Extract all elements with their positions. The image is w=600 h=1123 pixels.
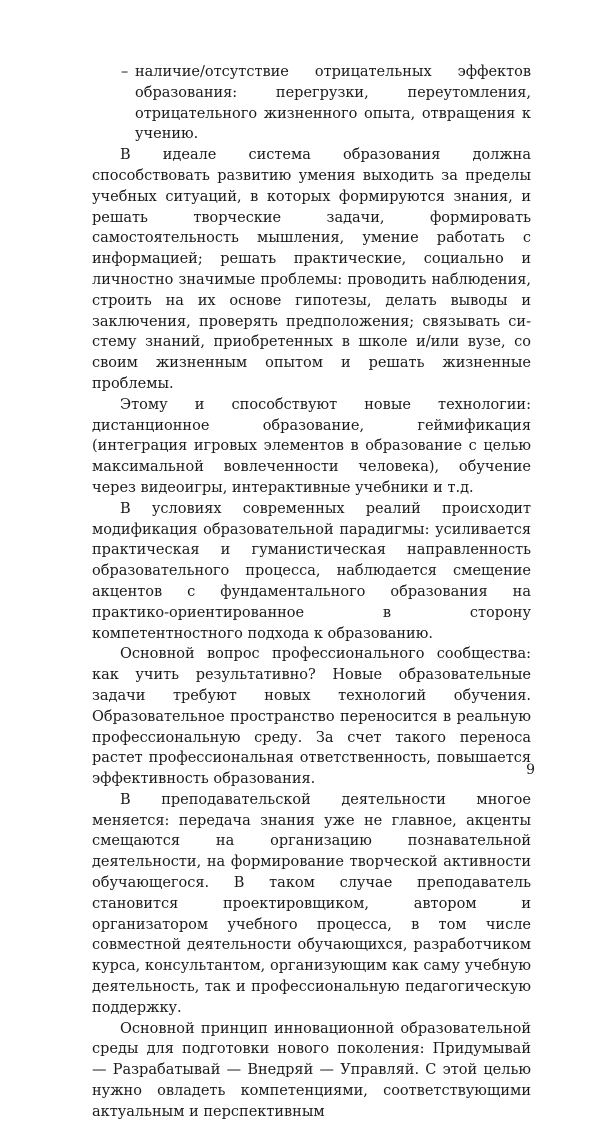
bullet-marker: – xyxy=(121,64,129,80)
paragraph-paradigm-modification: В условиях современных реалий происходит модификация образовательной парадигмы: усиливается практическая и гуманистическая направленность образовательного процесса, наблюдается смещение акцентов с фундаментального образования на практико-ориентированное в сторону компетентностного подхода к образованию. xyxy=(92,500,531,642)
page-body xyxy=(92,62,531,1123)
paragraph-new-technologies: Этому и способствуют новые технологии: дистанционное образование, геймификация (интеграция игровых элементов в образование с целью максимальной вовлеченности человека), обучение через видеоигры, интерактивные учебники и т.д. xyxy=(92,396,531,496)
paragraph-ideal-education: В идеале система образования должна способствовать развитию умения выходить за пределы учебных ситуаций, в которых формируются знания, и решать творческие задачи, формировать самостоятельность мышления, умение работать с информацией; решать практические, социально и личностно значимые проблемы: проводить наблюдения, строить на их основе гипотезы, делать выводы и заключения, проверять предположения; связывать систему знаний, приобретенных в школе и/или вузе, со своим жизненным опытом и решать жизненные проблемы. xyxy=(92,147,531,392)
paragraph-main-question: Основной вопрос профессионального сообщества: как учить результативно? Новые образовательные задачи требуют новых технологий обучения. Образовательное пространство переносится в реальную профессиональную среду. За счет такого переноса растет профессиональная ответственность, повышается эффективность образования. xyxy=(92,646,531,788)
bullet-text: наличие/отсутствие отрицательных эффектов образования: перегрузки, переутомления, отрицательного жизненного опыта, отвращения к учению. xyxy=(135,64,531,143)
paragraph-main-principle: Основной принцип инновационной образовательной среды для подготовки нового поколения: Придумывай — Разрабатывай — Внедряй — Управляй. С этой целью нужно овладеть компетенциями, соответствующими актуальным и перспективным xyxy=(92,1020,531,1120)
page-number: 9 xyxy=(526,762,535,778)
bullet-item xyxy=(121,62,531,145)
paragraph-teaching-activity: В преподавательской деятельности многое меняется: передача знания уже не главное, акценты смещаются на организацию познавательной деятельности, на формирование творческой активности обучающегося. В таком случае преподаватель становится проектировщиком, автором и организатором учебного процесса, в том числе совместной деятельности обучающихся, разработчиком курса, консультантом, организующим как саму учебную деятельность, так и профессиональную педагогическую поддержку. xyxy=(92,791,531,1016)
